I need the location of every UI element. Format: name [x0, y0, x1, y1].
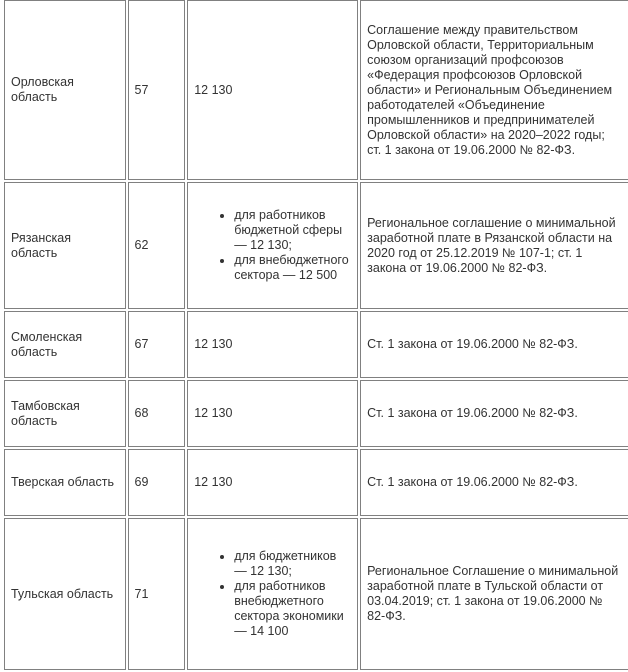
region-code-cell: 69 [128, 449, 186, 516]
legal-basis-cell: Ст. 1 закона от 19.06.2000 № 82-ФЗ. [360, 449, 628, 516]
legal-basis-cell: Ст. 1 закона от 19.06.2000 № 82-ФЗ. [360, 311, 628, 378]
wage-cell: 12 130 [187, 0, 358, 180]
legal-basis-cell: Региональное Соглашение о минимальной заработной плате в Тульской области от 03.04.2019; ст. 1 закона от 19.06.2000 № 82-ФЗ. [360, 518, 628, 670]
region-cell: Тверская область [4, 449, 126, 516]
list-item: • для работников бюджетной сферы — 12 130; [234, 208, 351, 253]
region-cell: Орловская область [4, 0, 126, 180]
region-code-cell: 62 [128, 182, 186, 309]
list-item: • для работников внебюджетного сектора экономики — 14 100 [234, 579, 351, 639]
region-cell: Тамбовская область [4, 380, 126, 447]
wage-list [194, 549, 351, 639]
region-code-cell: 68 [128, 380, 186, 447]
table-row [4, 449, 628, 516]
wage-cell [187, 182, 358, 309]
wage-cell: 12 130 [187, 449, 358, 516]
region-code-cell: 67 [128, 311, 186, 378]
wage-cell: 12 130 [187, 311, 358, 378]
region-code-cell: 71 [128, 518, 186, 670]
legal-basis-cell: Региональное соглашение о минимальной заработной плате в Рязанской области на 2020 год от 25.12.2019 № 107-1; ст. 1 закона от 19.06.2000 № 82-ФЗ. [360, 182, 628, 309]
list-item: • для бюджетников — 12 130; [234, 549, 351, 579]
table-row [4, 380, 628, 447]
min-wage-table [2, 0, 628, 672]
table-row [4, 311, 628, 378]
wage-cell: 12 130 [187, 380, 358, 447]
legal-basis-cell: Ст. 1 закона от 19.06.2000 № 82-ФЗ. [360, 380, 628, 447]
region-cell: Рязанская область [4, 182, 126, 309]
list-item: • для внебюджетного сектора — 12 500 [234, 253, 351, 283]
wage-cell [187, 518, 358, 670]
region-code-cell: 57 [128, 0, 186, 180]
legal-basis-cell: Соглашение между правительством Орловской области, Территориальным союзом организаций профсоюзов «Федерация профсоюзов Орловской области» и Региональным Объединением работодателей «Объединение промышленников и предпринимателей Орловской области» на 2020–2022 годы; ст. 1 закона от 19.06.2000 № 82-ФЗ. [360, 0, 628, 180]
wage-list [194, 208, 351, 283]
table-row [4, 0, 628, 180]
region-cell: Смоленская область [4, 311, 126, 378]
table-row [4, 182, 628, 309]
table-row [4, 518, 628, 670]
region-cell: Тульская область [4, 518, 126, 670]
